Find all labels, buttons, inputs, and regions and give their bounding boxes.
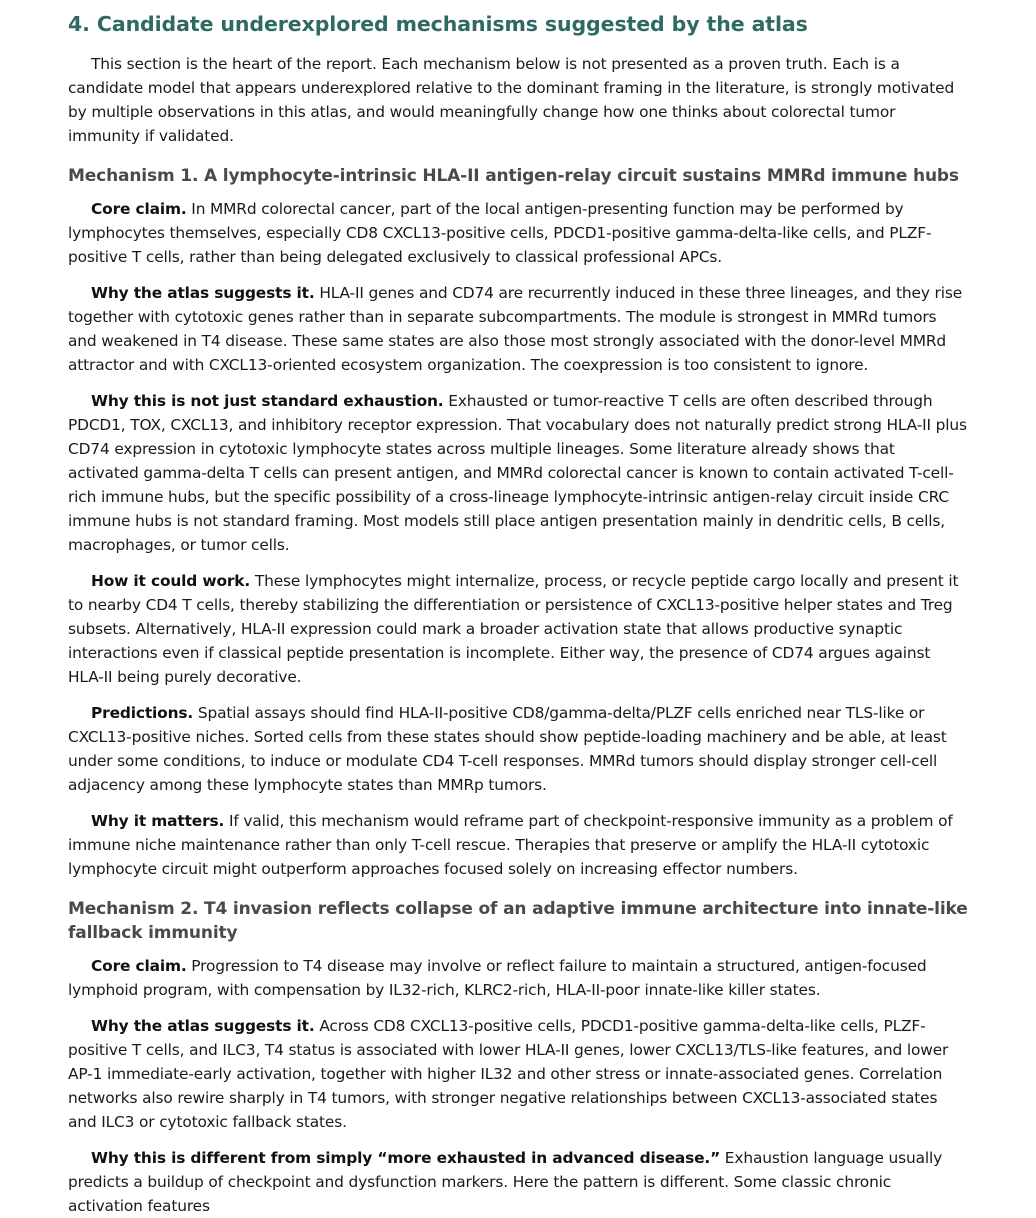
mechanism-title: Mechanism 2. T4 invasion reflects collapse of an adaptive immune architecture into innate-like fallback immunity	[68, 899, 968, 943]
mechanism-paragraph	[68, 389, 968, 557]
paragraph-lead: Predictions.	[91, 704, 194, 722]
paragraph-text: In MMRd colorectal cancer, part of the local antigen-presenting function may be performed by lymphocytes themselves, especially CD8 CXCL13-positive cells, PDCD1-positive gamma-delta-like cells, and PLZF-positive T cells, rather than being delegated exclusively to classical professional APCs.	[68, 200, 932, 266]
paragraph-lead: Why the atlas suggests it.	[91, 1017, 315, 1035]
paragraph-text: HLA-II genes and CD74 are recurrently induced in these three lineages, and they rise together with cytotoxic genes rather than in separate subcompartments. The module is strongest in MMRd tumors and weakened in T4 disease. These same states are also those most strongly associated with the donor-level MMRd attractor and with CXCL13-oriented ecosystem organization. The coexpression is too consistent to ignore.	[68, 284, 963, 374]
mechanism-paragraph	[68, 1146, 968, 1218]
paragraph-lead: Core claim.	[91, 200, 187, 218]
mechanism-section	[68, 164, 968, 881]
paragraph-text: These lymphocytes might internalize, process, or recycle peptide cargo locally and present it to nearby CD4 T cells, thereby stabilizing the differentiation or persistence of CXCL13-positive helper states and Treg subsets. Alternatively, HLA-II expression could mark a broader activation state that allows productive synaptic interactions even if classical peptide presentation is incomplete. Either way, the presence of CD74 argues against HLA-II being purely decorative.	[68, 572, 959, 686]
paragraph-text: Exhausted or tumor-reactive T cells are often described through PDCD1, TOX, CXCL13, and inhibitory receptor expression. That vocabulary does not naturally predict strong HLA-II plus CD74 expression in cytotoxic lymphocyte states across multiple lineages. Some literature already shows that activated gamma-delta T cells can present antigen, and MMRd colorectal cancer is known to contain activated T-cell-rich immune hubs, but the specific possibility of a cross-lineage lymphocyte-intrinsic antigen-relay circuit inside CRC immune hubs is not standard framing. Most models still place antigen presentation mainly in dendritic cells, B cells, macrophages, or tumor cells.	[68, 392, 967, 554]
mechanism-paragraph	[68, 281, 968, 377]
section-intro: This section is the heart of the report. Each mechanism below is not presented as a proven truth. Each is a candidate model that appears underexplored relative to the dominant framing in the literature, is strongly motivated by multiple observations in this atlas, and would meaningfully change how one thinks about colorectal tumor immunity if validated.	[68, 55, 955, 145]
paragraph-text: Spatial assays should find HLA-II-positive CD8/gamma-delta/PLZF cells enriched near TLS-like or CXCL13-positive niches. Sorted cells from these states should show peptide-loading machinery and be able, at least under some conditions, to induce or modulate CD4 T-cell responses. MMRd tumors should display stronger cell-cell adjacency among these lymphocyte states than MMRp tumors.	[68, 704, 947, 794]
mechanism-paragraph	[68, 1014, 968, 1134]
mechanism-section	[68, 897, 968, 1218]
paragraph-lead: Why this is different from simply “more exhausted in advanced disease.”	[91, 1149, 721, 1167]
mechanism-paragraph	[68, 197, 968, 269]
paragraph-lead: Core claim.	[91, 957, 187, 975]
paragraph-text: Across CD8 CXCL13-positive cells, PDCD1-positive gamma-delta-like cells, PLZF-positive T cells, and ILC3, T4 status is associated with lower HLA-II genes, lower CXCL13/TLS-like features, and lower AP-1 immediate-early activation, together with higher IL32 and other stress or innate-associated genes. Correlation networks also rewire sharply in T4 tumors, with stronger negative relationships between CXCL13-associated states and ILC3 or cytotoxic fallback states.	[68, 1017, 949, 1131]
mechanism-paragraph	[68, 569, 968, 689]
mechanisms-list	[68, 164, 968, 1218]
mechanism-paragraph	[68, 701, 968, 797]
mechanism-paragraph	[68, 809, 968, 881]
paragraph-text: Exhaustion language usually predicts a buildup of checkpoint and dysfunction markers. Here the pattern is different. Some classic chronic activation features	[68, 1149, 943, 1215]
paragraph-lead: Why it matters.	[91, 812, 225, 830]
paragraph-lead: Why the atlas suggests it.	[91, 284, 315, 302]
mechanism-title: Mechanism 1. A lymphocyte-intrinsic HLA-II antigen-relay circuit sustains MMRd immune hubs	[68, 166, 959, 186]
paragraph-lead: How it could work.	[91, 572, 251, 590]
paragraph-text: Progression to T4 disease may involve or reflect failure to maintain a structured, antigen-focused lymphoid program, with compensation by IL32-rich, KLRC2-rich, HLA-II-poor innate-like killer states.	[68, 957, 927, 999]
section-title: 4. Candidate underexplored mechanisms suggested by the atlas	[68, 12, 808, 36]
paragraph-lead: Why this is not just standard exhaustion.	[91, 392, 444, 410]
report-page	[68, 8, 968, 1218]
mechanism-paragraph	[68, 954, 968, 1002]
paragraph-text: If valid, this mechanism would reframe part of checkpoint-responsive immunity as a problem of immune niche maintenance rather than only T-cell rescue. Therapies that preserve or amplify the HLA-II cytotoxic lymphocyte circuit might outperform approaches focused solely on increasing effector numbers.	[68, 812, 953, 878]
